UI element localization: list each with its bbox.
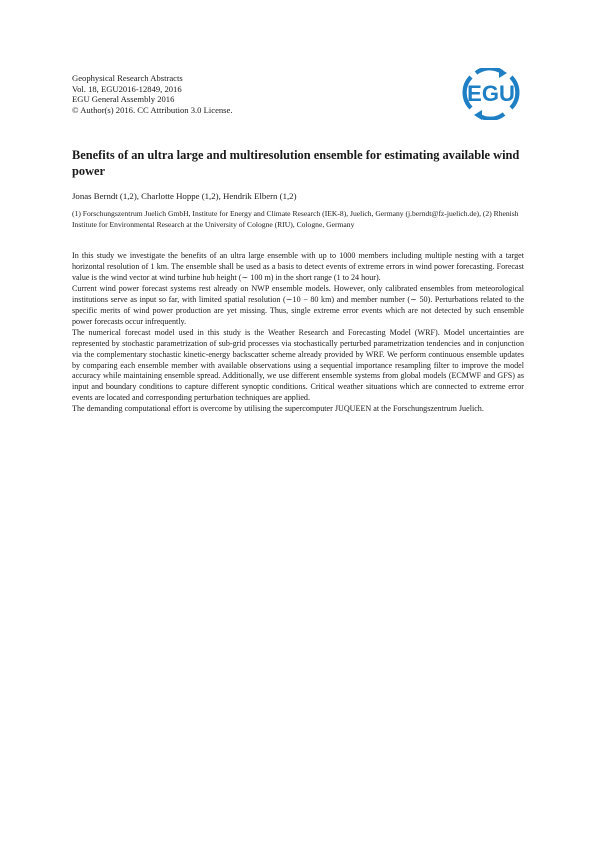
- abstract-paragraph: The numerical forecast model used in this study is the Weather Research and Forecasting Model (WRF). Model uncertainties are represented by stochastic parametrization of sub-grid processes via stochastically perturbed parametrization tendencies and in conjunction via the complementary stochastic kinetic-energy backscatter scheme already provided by WRF. We perform continuous ensemble updates by comparing each ensemble member with available observations using a sequential importance resampling filter to improve the model accuracy while maintaining ensemble spread. Additionally, we use different ensemble systems from global models (ECMWF and GFS) as input and boundary conditions to capture different synoptic conditions. Critical weather situations which are connected to extreme error events are located and corresponding perturbation techniques are applied.: [72, 327, 524, 403]
- logo-text: EGU: [467, 81, 515, 106]
- abstract-paragraph: Current wind power forecast systems rest already on NWP ensemble models. However, only calibrated ensembles from meteorological institutions serve as input so far, with limited spatial resolution (∼10 − 80 km) and member number (∼ 50). Perturbations related to the specific merits of wind power production are yet missing. Thus, single extreme error events which are not detected by such ensemble power forecasts occur infrequently.: [72, 283, 524, 326]
- egu-logo: [456, 68, 526, 120]
- volume-info: Vol. 18, EGU2016-12849, 2016: [72, 83, 182, 94]
- assembly-name: EGU General Assembly 2016: [72, 94, 175, 105]
- abstract-paragraph: In this study we investigate the benefits of an ultra large ensemble with up to 1000 members including multiple nesting with a target horizontal resolution of 1 km. The ensemble shall be used as a basis to detect events of extreme errors in wind power forecasting. Forecast value is the wind vector at wind turbine hub height (∼ 100 m) in the short range (1 to 24 hour).: [72, 251, 524, 282]
- abstract-body: [72, 251, 524, 415]
- journal-name: Geophysical Research Abstracts: [72, 73, 183, 83]
- copyright-notice: © Author(s) 2016. CC Attribution 3.0 License.: [72, 104, 233, 115]
- abstract-paragraph: The demanding computational effort is overcome by utilising the supercomputer JUQUEEN at the Forschungszentrum Juelich.: [72, 404, 484, 414]
- author-list: Jonas Berndt (1,2), Charlotte Hoppe (1,2), Hendrik Elbern (1,2): [72, 191, 297, 201]
- paper-title: Benefits of an ultra large and multiresolution ensemble for estimating available wind power: [72, 148, 520, 178]
- affiliations: (1) Forschungszentrum Juelich GmbH, Institute for Energy and Climate Research (IEK-8), Juelich, Germany (j.berndt@fz-juelich.de), (2) Rhenish Institute for Environmental Research at the University of Cologne (RIU), Cologne, Germany: [72, 209, 519, 229]
- publication-header: [72, 73, 412, 115]
